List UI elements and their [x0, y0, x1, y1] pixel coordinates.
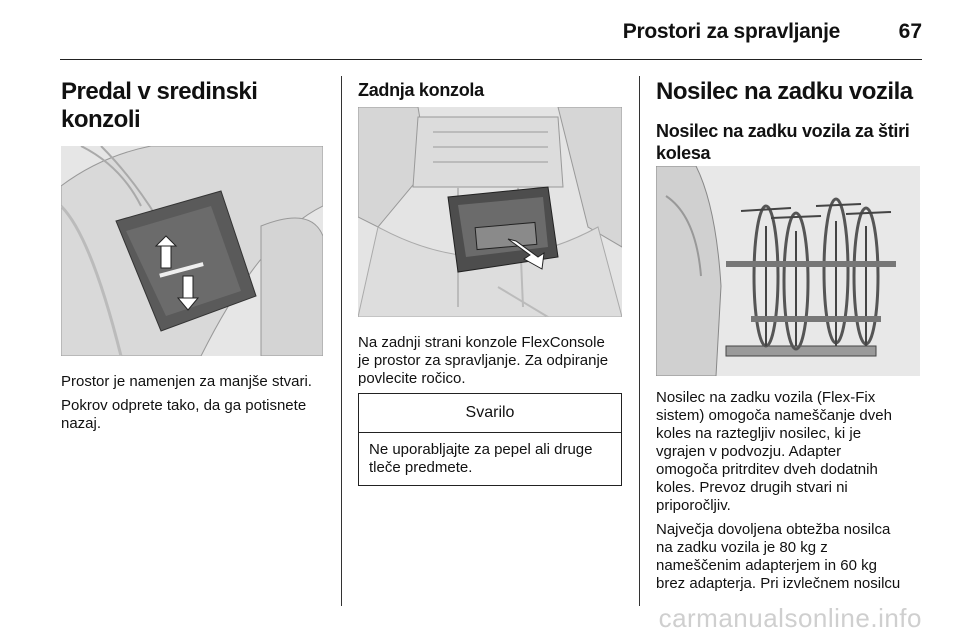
- paragraph-rear-console-line1: Na zadnji strani konzole FlexConsole: [358, 334, 605, 351]
- illustration-rear-console: [358, 107, 622, 317]
- p2-line1: Največja dovoljena obtežba nosilca: [656, 521, 891, 538]
- page-number: 67: [898, 20, 922, 43]
- header-rule: [60, 59, 922, 60]
- p1-line6: koles. Prevoz drugih stvari ni: [656, 479, 848, 496]
- section-heading-rear-carrier: Nosilec na zadku vozila: [656, 78, 913, 105]
- warning-text: [359, 433, 621, 485]
- column-rear-carrier: [656, 70, 921, 164]
- column-rear-console-text: [358, 334, 622, 388]
- paragraph-rear-carrier-2: [656, 521, 921, 593]
- page-header: [0, 0, 960, 62]
- p1-line7: priporočljiv.: [656, 497, 731, 514]
- subheading-rear-console: Zadnja konzola: [358, 80, 484, 100]
- paragraph-center-console-2-line1: Pokrov odprete tako, da ga potisnete: [61, 397, 307, 414]
- p1-line2: sistem) omogoča nameščanje dveh: [656, 407, 892, 424]
- subheading-rear-carrier-line2: kolesa: [656, 143, 711, 163]
- p1-line1: Nosilec na zadku vozila (Flex-Fix: [656, 389, 876, 406]
- paragraph-rear-console-line3: povlecite ročico.: [358, 370, 466, 387]
- p2-line4: brez adapterja. Pri izvlečnem nosilcu: [656, 575, 901, 592]
- paragraph-center-console-2-line2: nazaj.: [61, 415, 102, 432]
- illustration-center-console: [61, 146, 323, 356]
- warning-title: Svarilo: [359, 394, 621, 433]
- illustration-rear-carrier: [656, 166, 920, 376]
- subheading-rear-carrier-line1: Nosilec na zadku vozila za štiri: [656, 121, 910, 141]
- chapter-title: Prostori za spravljanje: [622, 20, 840, 43]
- column-rear-carrier-text: [656, 389, 921, 593]
- column-center-console-text: [61, 373, 326, 433]
- p1-line4: vgrajen v podvozju. Adapter: [656, 443, 842, 460]
- watermark: carmanualsonline.info: [658, 603, 922, 633]
- section-heading-center-console: Predal v sredinski konzoli: [61, 78, 258, 133]
- paragraph-rear-carrier-1: [656, 389, 921, 515]
- p1-line5: omogoča pritrditev dveh dodatnih: [656, 461, 878, 478]
- column-divider-2: [639, 76, 640, 606]
- paragraph-center-console-1: Prostor je namenjen za manjše stvari.: [61, 373, 312, 390]
- warning-text-line1: Ne uporabljajte za pepel ali druge: [369, 441, 593, 458]
- column-divider-1: [341, 76, 342, 606]
- warning-box: [358, 393, 622, 486]
- p1-line3: koles na raztegljiv nosilec, ki je: [656, 425, 862, 442]
- column-rear-console: [358, 70, 622, 101]
- paragraph-rear-console-line2: je prostor za spravljanje. Za odpiranje: [358, 352, 609, 369]
- p2-line3: nameščenim adapterjem in 60 kg: [656, 557, 877, 574]
- p2-line2: na zadku vozila je 80 kg z: [656, 539, 828, 556]
- warning-text-line2: tleče predmete.: [369, 459, 473, 476]
